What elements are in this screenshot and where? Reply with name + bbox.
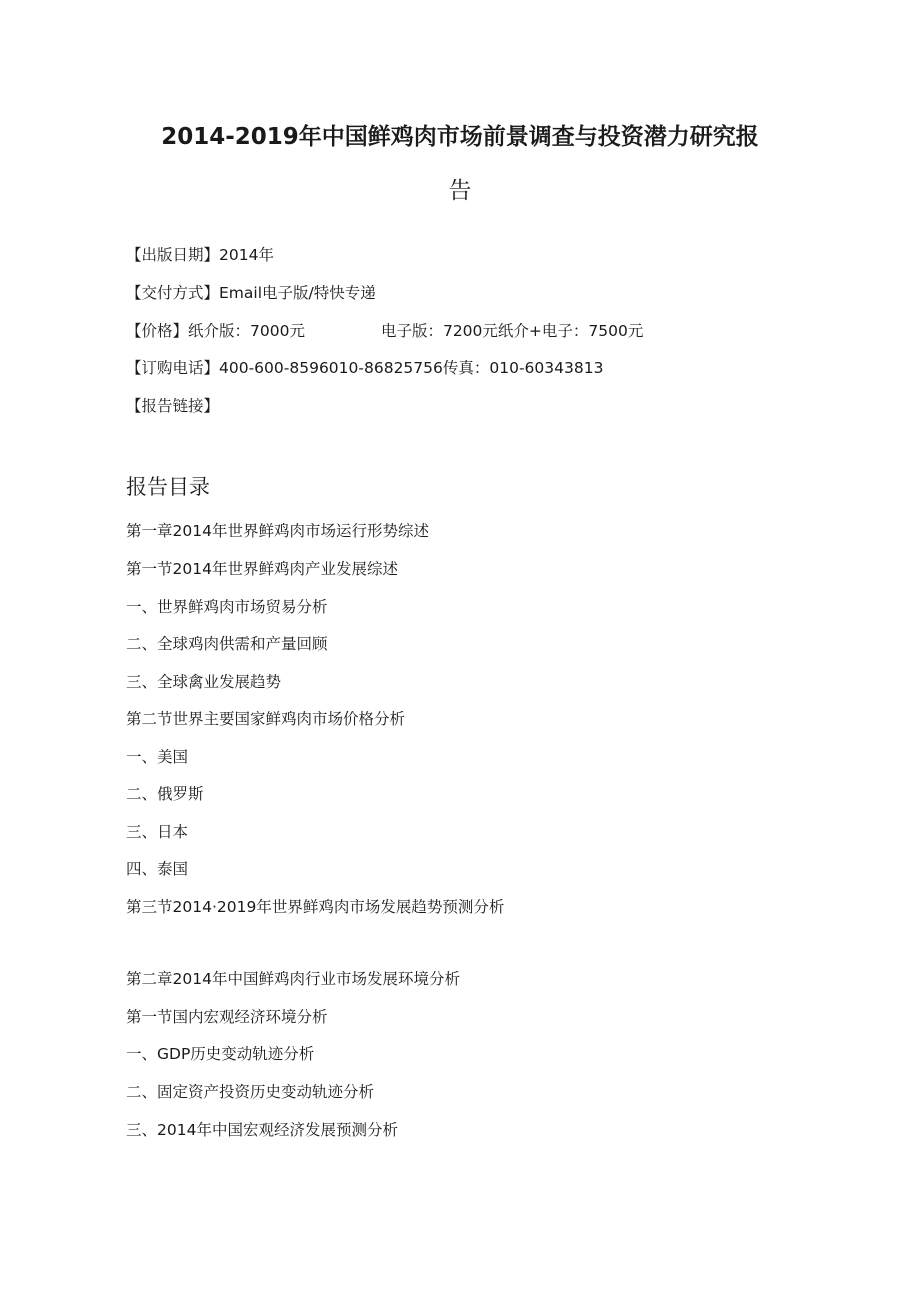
toc-section-1-1: 第一节2014年世界鲜鸡肉产业发展综述 — [126, 560, 398, 578]
report-link[interactable]: 【报告链接】 — [126, 397, 220, 415]
order-phone: 【订购电话】400-600-8596010-86825756传真：010-60343813 — [126, 359, 604, 377]
price-line — [126, 320, 643, 342]
toc-item: 三、日本 — [126, 823, 189, 841]
toc-heading: 报告目录 — [126, 475, 210, 499]
price-paper: 【价格】纸介版：7000元 — [126, 322, 305, 340]
toc-section-1-3: 第三节2014·2019年世界鲜鸡肉市场发展趋势预测分析 — [126, 898, 505, 916]
toc-chapter-2: 第二章2014年中国鲜鸡肉行业市场发展环境分析 — [126, 970, 460, 988]
toc-section-1-2: 第二节世界主要国家鲜鸡肉市场价格分析 — [126, 710, 406, 728]
toc-item: 二、固定资产投资历史变动轨迹分析 — [126, 1083, 375, 1101]
toc-item: 一、世界鲜鸡肉市场贸易分析 — [126, 598, 328, 616]
toc-item: 三、2014年中国宏观经济发展预测分析 — [126, 1121, 398, 1139]
toc-item: 一、GDP历史变动轨迹分析 — [126, 1045, 315, 1063]
toc-item: 二、俄罗斯 — [126, 785, 204, 803]
report-title-line-2: 告 — [448, 178, 472, 204]
toc-chapter-1: 第一章2014年世界鲜鸡肉市场运行形势综述 — [126, 522, 429, 540]
toc-section-2-1: 第一节国内宏观经济环境分析 — [126, 1008, 328, 1026]
toc-item: 三、全球禽业发展趋势 — [126, 673, 282, 691]
toc-item: 二、全球鸡肉供需和产量回顾 — [126, 635, 328, 653]
toc-item: 一、美国 — [126, 748, 189, 766]
report-title-line-1: 2014-2019年中国鲜鸡肉市场前景调查与投资潜力研究报 — [161, 124, 759, 150]
publish-date: 【出版日期】2014年 — [126, 246, 274, 264]
delivery-method: 【交付方式】Email电子版/特快专递 — [126, 284, 376, 302]
toc-item: 四、泰国 — [126, 860, 189, 878]
price-electronic: 电子版：7200元纸介+电子：7500元 — [380, 322, 644, 340]
